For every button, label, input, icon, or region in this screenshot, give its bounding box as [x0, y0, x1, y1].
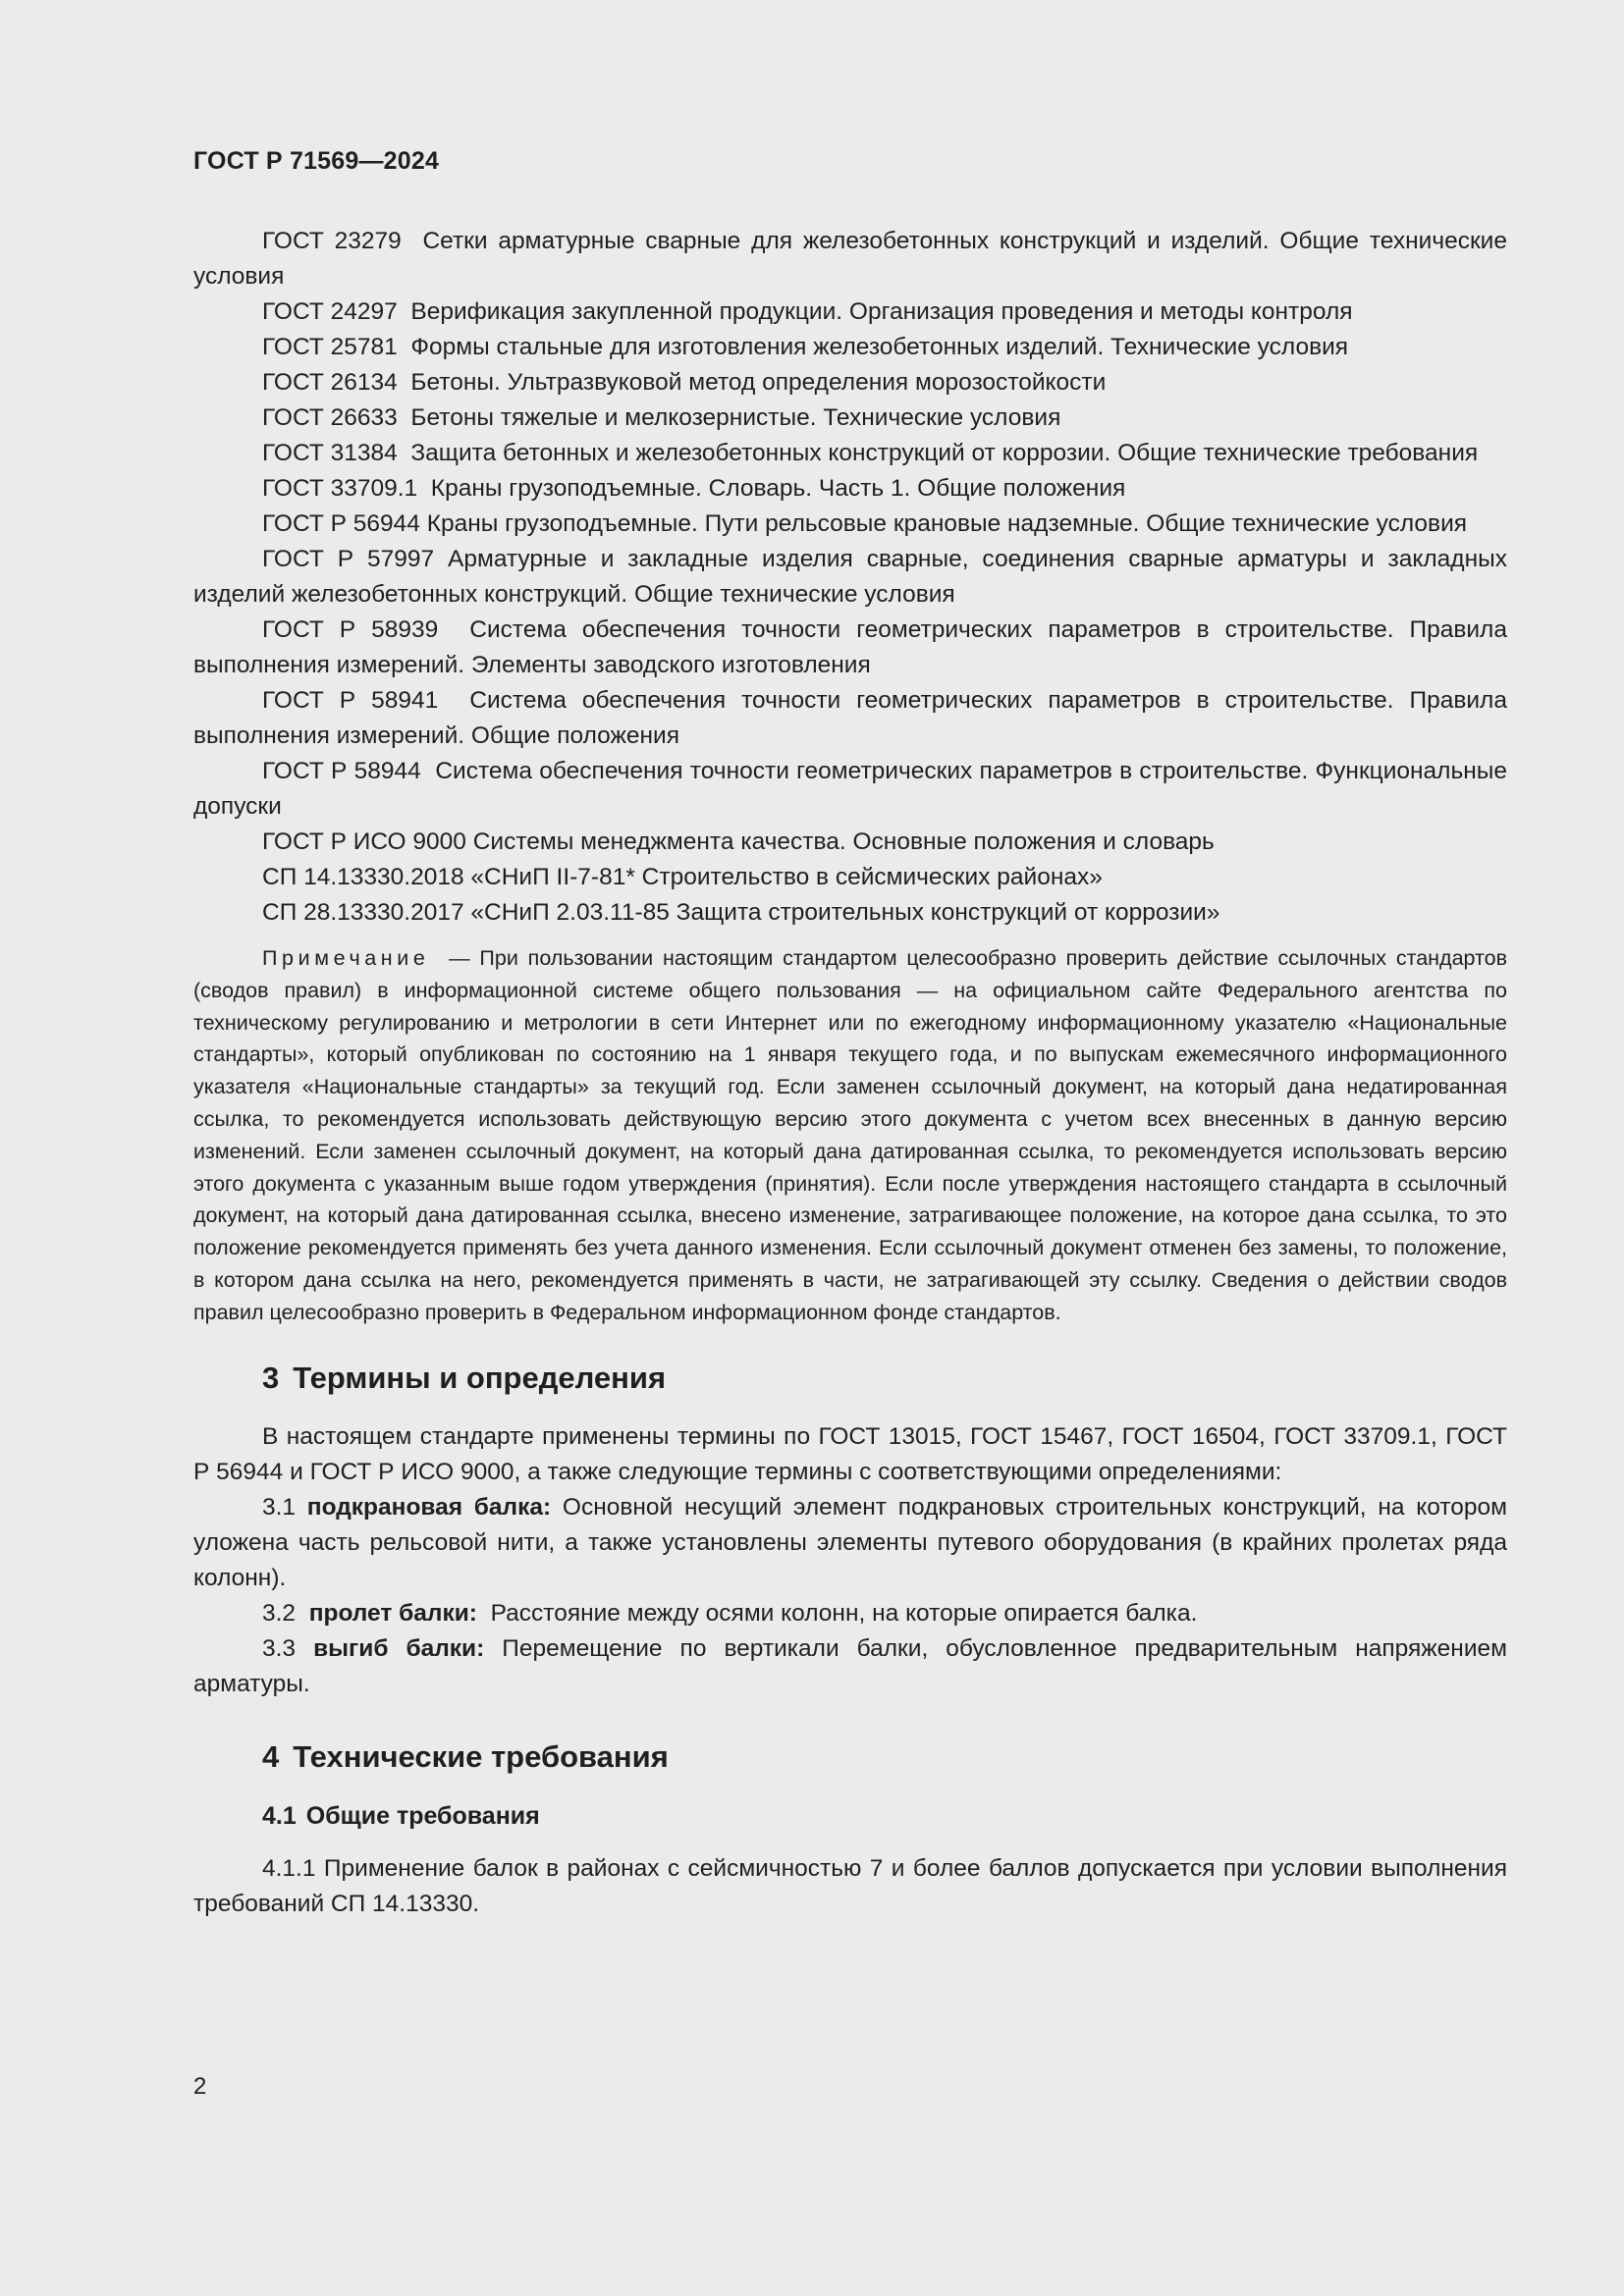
section-number: 3: [262, 1360, 280, 1395]
note-label: Примечание: [262, 946, 430, 970]
reference-code: ГОСТ Р 56944: [262, 510, 420, 537]
subsection-number: 4.1: [262, 1801, 297, 1830]
reference-title: Краны грузоподъемные. Пути рельсовые крановые надземные. Общие технические условия: [426, 510, 1468, 537]
section-number: 4: [262, 1738, 280, 1774]
reference-title: Система обеспечения точности геометрических параметров в строительстве. Функциональные допуски: [193, 758, 1507, 820]
reference-item: [193, 365, 1507, 400]
section-heading-terms: [262, 1359, 1507, 1398]
reference-item: [193, 330, 1507, 365]
normative-references-list: [193, 224, 1507, 931]
reference-code: ГОСТ Р 58939: [262, 616, 439, 643]
clause-text: Применение балок в районах с сейсмичностью 7 и более баллов допускается при условии выполнения требований СП 14.13330.: [193, 1854, 1507, 1917]
reference-item: [193, 860, 1507, 895]
reference-item: [193, 471, 1507, 507]
page-number: 2: [193, 2073, 207, 2100]
reference-title: Система обеспечения точности геометрических параметров в строительстве. Правила выполнения измерений. Элементы заводского изготовления: [193, 616, 1507, 678]
term-definition: [193, 1596, 1507, 1631]
note-text: — При пользовании настоящим стандартом целесообразно проверить действие ссылочных стандартов (сводов правил) в информационной системе общего пользования — на официальном сайте Федерального агентства по техническому регулированию и метрологии в сети Интернет или по ежегодному информационному указателю «Национальные стандарты», который опубликован по состоянию на 1 января текущего года, и по выпускам ежемесячного информационного указателя «Национальные стандарты» за текущий год. Если заменен ссылочный документ, на который дана недатированная ссылка, то рекомендуется использовать действующую версию этого документа с учетом всех внесенных в данную версию изменений. Если заменен ссылочный документ, на который дана датированная ссылка, то рекомендуется использовать версию этого документа с указанным выше годом утверждения (принятия). Если после утверждения настоящего стандарта в ссылочный документ, на который дана датированная ссылка, внесено изменение, затрагивающее положение, на которое дана ссылка, то это положение рекомендуется применять без учета данного изменения. Если ссылочный документ отменен без замены, то положение, в котором дана ссылка на него, рекомендуется применять в части, не затрагивающей эту ссылку. Сведения о действии сводов правил целесообразно проверить в Федеральном информационном фонде стандартов.: [193, 946, 1507, 1324]
reference-code: ГОСТ 31384: [262, 440, 398, 466]
section-heading-technical-requirements: [262, 1737, 1507, 1777]
term-number: 3.2: [262, 1599, 297, 1627]
reference-title: «СНиП 2.03.11-85 Защита строительных конструкций от коррозии»: [470, 899, 1220, 926]
reference-title: Защита бетонных и железобетонных конструкций от коррозии. Общие технические требования: [410, 440, 1479, 466]
reference-title: Система обеспечения точности геометрических параметров в строительстве. Правила выполнения измерений. Общие положения: [193, 687, 1507, 749]
reference-code: ГОСТ 25781: [262, 334, 398, 360]
reference-code: СП 14.13330.2018: [262, 864, 464, 890]
reference-title: «СНиП II-7-81* Строительство в сейсмических районах»: [470, 864, 1103, 890]
references-note: [193, 942, 1507, 1329]
reference-item: [193, 507, 1507, 542]
page-content: [193, 224, 1507, 1922]
term-number: 3.1: [262, 1493, 297, 1521]
reference-item: [193, 436, 1507, 471]
section-title: Технические требования: [293, 1738, 669, 1774]
subsection-heading-general-requirements: [262, 1798, 1507, 1834]
reference-item: [193, 542, 1507, 613]
reference-title: Арматурные и закладные изделия сварные, соединения сварные арматуры и закладных изделий железобетонных конструкций. Общие технические условия: [193, 546, 1507, 608]
section-title: Термины и определения: [293, 1360, 667, 1395]
terms-intro-paragraph: В настоящем стандарте применены термины по ГОСТ 13015, ГОСТ 15467, ГОСТ 16504, ГОСТ 33709.1, ГОСТ Р 56944 и ГОСТ Р ИСО 9000, а также следующие термины с соответствующими определениями:: [193, 1422, 1507, 1485]
reference-item: [193, 825, 1507, 860]
reference-title: Системы менеджмента качества. Основные положения и словарь: [472, 828, 1215, 855]
reference-code: ГОСТ 26633: [262, 404, 398, 431]
reference-code: ГОСТ Р 57997: [262, 546, 435, 572]
term-definition: [193, 1631, 1507, 1702]
reference-title: Бетоны тяжелые и мелкозернистые. Технические условия: [410, 404, 1061, 431]
reference-item: [193, 895, 1507, 931]
reference-title: Бетоны. Ультразвуковой метод определения морозостойкости: [410, 369, 1107, 396]
reference-item: [193, 683, 1507, 754]
reference-code: ГОСТ 23279: [262, 228, 402, 254]
term-text: Основной несущий элемент подкрановых строительных конструкций, на котором уложена часть рельсовой нити, а также установлены элементы путевого оборудования (в крайних пролетах ряда колонн).: [193, 1493, 1507, 1591]
term-definition: [193, 1490, 1507, 1596]
term-name: подкрановая балка:: [306, 1493, 552, 1521]
reference-item: [193, 224, 1507, 294]
reference-code: ГОСТ 33709.1: [262, 475, 418, 502]
reference-code: ГОСТ Р 58941: [262, 687, 439, 714]
reference-code: ГОСТ 26134: [262, 369, 398, 396]
reference-title: Формы стальные для изготовления железобетонных изделий. Технические условия: [410, 334, 1349, 360]
reference-code: ГОСТ 24297: [262, 298, 398, 325]
reference-title: Краны грузоподъемные. Словарь. Часть 1. Общие положения: [430, 475, 1126, 502]
reference-code: ГОСТ Р ИСО 9000: [262, 828, 466, 855]
reference-item: [193, 400, 1507, 436]
reference-item: [193, 613, 1507, 683]
clause-paragraph: [193, 1851, 1507, 1922]
term-name: выгиб балки:: [313, 1634, 485, 1662]
term-text: Перемещение по вертикали балки, обусловленное предварительным напряжением арматуры.: [193, 1634, 1507, 1697]
reference-code: СП 28.13330.2017: [262, 899, 464, 926]
term-text: Расстояние между осями колонн, на которые опирается балка.: [490, 1599, 1198, 1627]
reference-title: Сетки арматурные сварные для железобетонных конструкций и изделий. Общие технические условия: [193, 228, 1507, 290]
reference-item: [193, 754, 1507, 825]
reference-code: ГОСТ Р 58944: [262, 758, 421, 784]
term-name: пролет балки:: [308, 1599, 477, 1627]
document-header: ГОСТ Р 71569—2024: [193, 147, 440, 175]
reference-item: [193, 294, 1507, 330]
clause-number: 4.1.1: [262, 1854, 316, 1882]
term-number: 3.3: [262, 1634, 297, 1662]
subsection-title: Общие требования: [305, 1801, 540, 1830]
reference-title: Верификация закупленной продукции. Организация проведения и методы контроля: [410, 298, 1353, 325]
